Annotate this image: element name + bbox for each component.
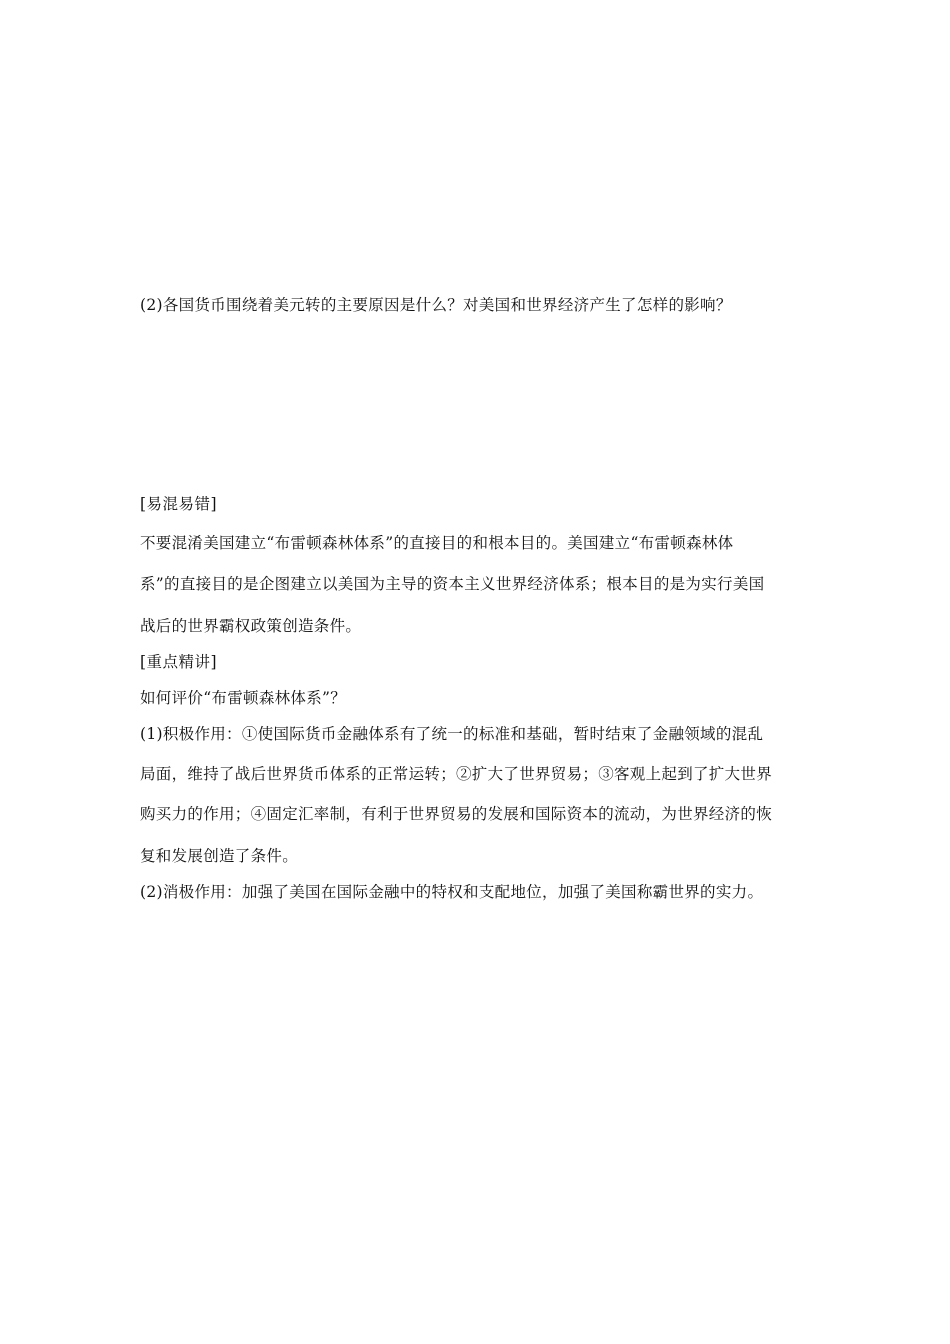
positive-line-2: 局面，维持了战后世界货币体系的正常运转；②扩大了世界贸易；③客观上起到了扩大世界 [140,765,773,783]
positive-line-3: 购买力的作用；④固定汇率制，有利于世界贸易的发展和国际资本的流动，为世界经济的恢 [140,805,773,823]
positive-line-4: 复和发展创造了条件。 [140,847,299,865]
confusion-line-2: 系”的直接目的是企图建立以美国为主导的资本主义世界经济体系；根本目的是为实行美国 [140,575,765,593]
keypoints-heading: [重点精讲] [140,653,218,671]
confusion-line-3: 战后的世界霸权政策创造条件。 [140,617,362,635]
negative-line: (2)消极作用：加强了美国在国际金融中的特权和支配地位，加强了美国称霸世界的实力。 [140,883,764,901]
confusion-heading: [易混易错] [140,495,218,513]
question-2: (2)各国货币围绕着美元转的主要原因是什么？对美国和世界经济产生了怎样的影响？ [140,296,732,314]
positive-line-1: (1)积极作用：①使国际货币金融体系有了统一的标准和基础，暂时结束了金融领域的混乱 [140,725,764,743]
confusion-line-1: 不要混淆美国建立“布雷顿森林体系”的直接目的和根本目的。美国建立“布雷顿森林体 [140,534,734,552]
keypoints-question: 如何评价“布雷顿森林体系”？ [140,689,347,707]
